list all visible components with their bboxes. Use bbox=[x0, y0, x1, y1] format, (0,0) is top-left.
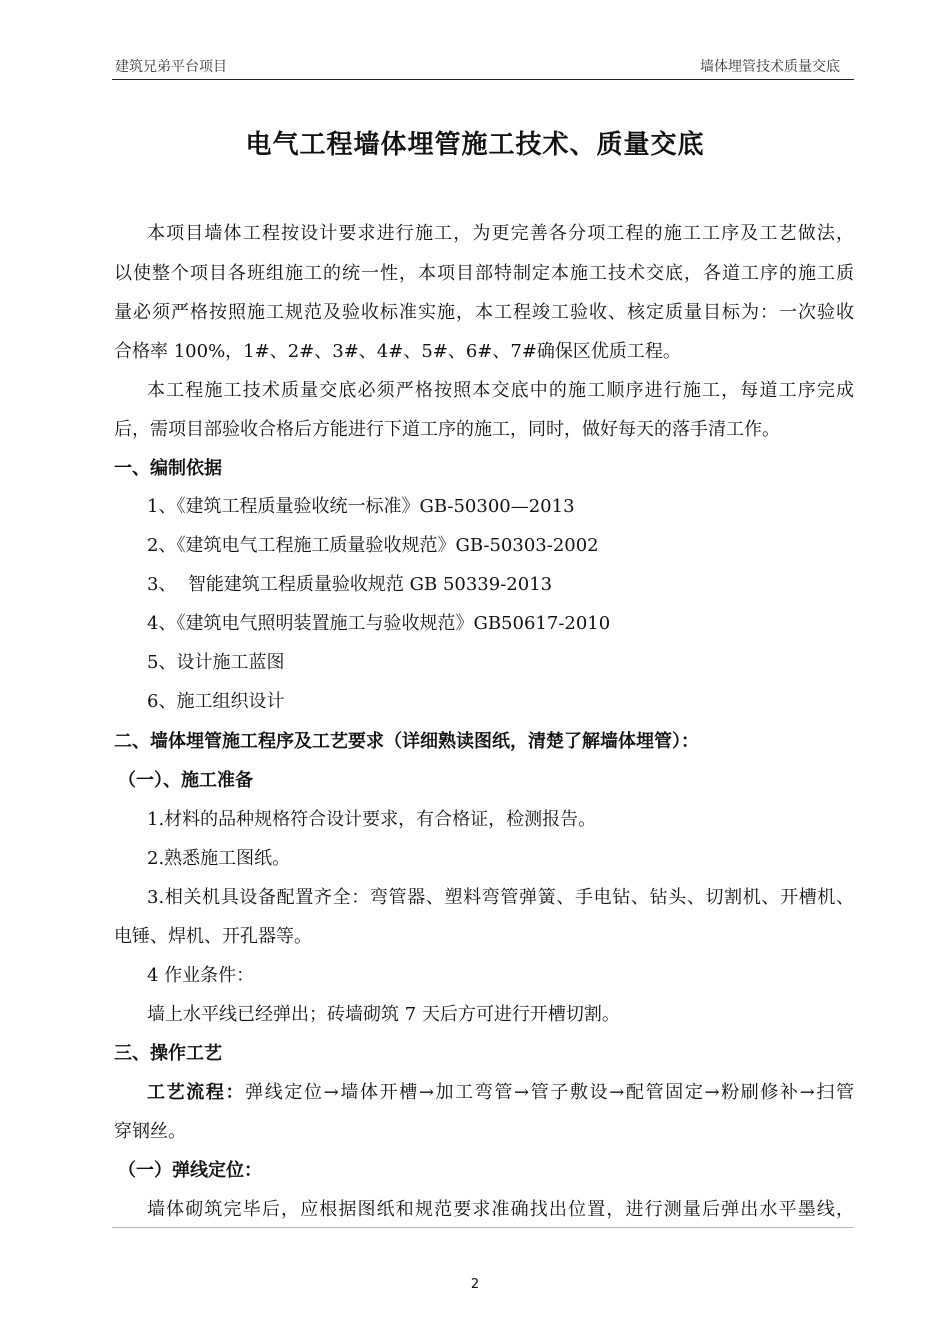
reference-item: 3、 智能建筑工程质量验收规范 GB 50339-2013 bbox=[147, 574, 553, 595]
reference-item: 2、《建筑电气工程施工质量验收规范》GB-50303-2002 bbox=[147, 535, 599, 556]
header-rule bbox=[112, 79, 854, 80]
reference-item: 4、《建筑电气照明装置施工与验收规范》GB50617-2010 bbox=[147, 613, 611, 634]
intro-p1-line-2: 以使整个项目各班组施工的统一性，本项目部特制定本施工技术交底，各道工序的施工质 bbox=[114, 263, 854, 284]
section-3-body-text: 墙体砌筑完毕后，应根据图纸和规范要求准确找出位置，进行测量后弹出水平墨线， bbox=[147, 1199, 854, 1220]
reference-item: 5、设计施工蓝图 bbox=[147, 652, 285, 673]
preparation-item: 4 作业条件： bbox=[147, 965, 255, 986]
preparation-item: 2.熟悉施工图纸。 bbox=[147, 848, 291, 869]
page-number: 2 bbox=[470, 1277, 480, 1292]
reference-item: 1、《建筑工程质量验收统一标准》GB-50300—2013 bbox=[147, 496, 575, 517]
section-3-subheading: （一）弹线定位： bbox=[118, 1160, 262, 1181]
reference-item: 6、施工组织设计 bbox=[147, 691, 285, 712]
intro-p1-line-4: 合格率 100%，1#、2#、3#、4#、5#、6#、7#确保区优质工程。 bbox=[114, 341, 681, 362]
intro-p2-line-1: 本工程施工技术质量交底必须严格按照本交底中的施工顺序进行施工，每道工序完成 bbox=[147, 380, 854, 401]
preparation-item: 1.材料的品种规格符合设计要求，有合格证，检测报告。 bbox=[147, 809, 597, 830]
section-1-heading: 一、编制依据 bbox=[114, 458, 222, 479]
header-project-name: 建筑兄弟平台项目 bbox=[115, 59, 227, 75]
section-3-heading: 三、操作工艺 bbox=[114, 1043, 222, 1064]
intro-p1-line-1: 本项目墙体工程按设计要求进行施工，为更完善各分项工程的施工工序及工艺做法， bbox=[147, 223, 854, 244]
preparation-item: 3.相关机具设备配置齐全：弯管器、塑料弯管弹簧、手电钻、钻头、切割机、开槽机、 bbox=[147, 887, 854, 908]
section-2-subheading: （一）、施工准备 bbox=[118, 770, 253, 791]
intro-p2-line-2: 后，需项目部验收合格后方能进行下道工序的施工，同时，做好每天的落手清工作。 bbox=[114, 419, 780, 440]
header-document-title: 墙体埋管技术质量交底 bbox=[700, 59, 840, 75]
section-2-heading: 二、墙体埋管施工程序及工艺要求（详细熟读图纸，清楚了解墙体埋管）： bbox=[114, 731, 699, 752]
process-flow-continued: 穿钢丝。 bbox=[114, 1121, 186, 1142]
preparation-item-continued: 电锤、焊机、开孔器等。 bbox=[114, 926, 312, 947]
intro-p1-line-3: 量必须严格按照施工规范及验收标准实施，本工程竣工验收、核定质量目标为：一次验收 bbox=[114, 302, 854, 323]
preparation-item: 墙上水平线已经弹出；砖墙砌筑 7 天后方可进行开槽切割。 bbox=[147, 1004, 620, 1025]
process-flow-text: 弹线定位→墙体开槽→加工弯管→管子敷设→配管固定→粉刷修补→扫管 bbox=[245, 1082, 854, 1103]
page-title: 电气工程墙体埋管施工技术、质量交底 bbox=[245, 130, 705, 160]
process-flow-label: 工艺流程： bbox=[147, 1082, 246, 1103]
footer-rule bbox=[112, 1227, 854, 1228]
process-flow bbox=[147, 1081, 854, 1105]
